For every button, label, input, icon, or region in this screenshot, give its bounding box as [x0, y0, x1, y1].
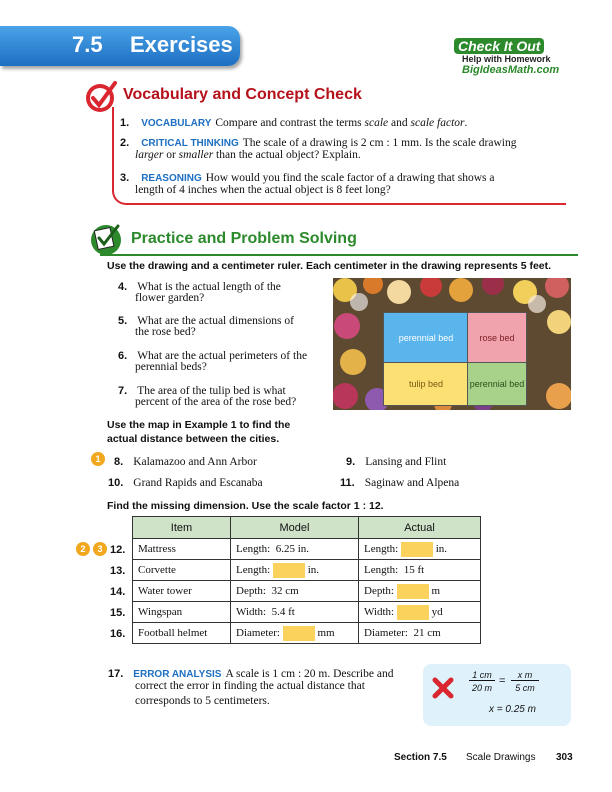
- footer-section: Section 7.5: [394, 752, 447, 763]
- cell-unit: in.: [435, 542, 448, 555]
- answer-blank[interactable]: [401, 542, 433, 557]
- model-cell: [231, 581, 359, 602]
- map-instruction-line-1: Use the map in Example 1 to find the: [107, 419, 291, 431]
- answer-blank[interactable]: [397, 605, 429, 620]
- actual-cell: [359, 602, 481, 623]
- exercise-7-line-2: percent of the area of the rose bed?: [135, 396, 297, 408]
- section-title: Exercises: [130, 32, 233, 57]
- error-result: x = 0.25 m: [489, 704, 536, 715]
- map-instruction-line-2: actual distance between the cities.: [107, 433, 280, 445]
- fraction-1-top: 1 cm: [469, 670, 495, 681]
- exercise-text: and: [388, 117, 411, 129]
- model-cell: [231, 560, 359, 581]
- exercise-6-line-2: perennial beds?: [135, 361, 207, 373]
- vocab-heading: Vocabulary and Concept Check: [123, 86, 362, 103]
- exercise-number: 16.: [110, 628, 126, 640]
- model-cell: [231, 602, 359, 623]
- actual-cell: [359, 560, 481, 581]
- table-header-row: [133, 517, 481, 539]
- cell-label: Diameter:: [364, 627, 408, 639]
- exercise-text: Lansing and Flint: [365, 456, 447, 468]
- footer-title: Scale Drawings: [466, 752, 536, 763]
- exercise-text: The scale of a drawing is 2 cm : 1 mm. Is the scale drawing: [242, 137, 517, 149]
- exercise-17-line-3: corresponds to 5 centimeters.: [135, 695, 270, 707]
- exercise-number: 7.: [118, 385, 128, 397]
- cell-label: Width:: [364, 605, 395, 618]
- exercise-number: 11.: [340, 477, 355, 489]
- fraction-1-bottom: 20 m: [471, 683, 492, 693]
- exercise-text: What are the actual dimensions of: [137, 315, 294, 327]
- check-it-out-logo[interactable]: [448, 36, 572, 84]
- exercise-keyword: ERROR ANALYSIS: [133, 669, 222, 680]
- exercise-number: 4.: [118, 281, 128, 293]
- exercise-number: 9.: [346, 456, 356, 468]
- exercise-number: 1.: [120, 117, 130, 129]
- answer-blank[interactable]: [273, 563, 305, 578]
- item-cell: Water tower: [133, 581, 231, 602]
- term: larger: [135, 149, 164, 161]
- cell-label: Depth:: [364, 584, 394, 597]
- missing-dimension-instruction: Find the missing dimension. Use the scale factor 1 : 12.: [107, 500, 384, 512]
- actual-cell: [359, 581, 481, 602]
- logo-line-1: Check It Out: [454, 38, 544, 54]
- perennial-bed-2: perennial bed: [467, 362, 527, 406]
- exercise-number: 2.: [120, 137, 130, 149]
- cell-label: Width:: [236, 606, 267, 618]
- cell-unit: m: [431, 584, 441, 597]
- table-row: [133, 623, 481, 644]
- exercise-5-line-2: the rose bed?: [135, 326, 196, 338]
- cell-value: 32 cm: [271, 585, 299, 597]
- exercise-number: 3.: [120, 172, 130, 184]
- answer-blank[interactable]: [283, 626, 315, 641]
- exercise-17-line-2: correct the error in finding the actual distance that: [135, 680, 365, 692]
- cell-value: 6.25 in.: [275, 543, 310, 555]
- practice-heading-rule: [100, 254, 578, 256]
- model-cell: [231, 539, 359, 560]
- page-number: 303: [556, 752, 573, 763]
- exercise-8: [114, 452, 257, 470]
- exercise-text: A scale is 1 cm : 20 m. Describe and: [225, 668, 394, 680]
- model-cell: [231, 623, 359, 644]
- exercise-number: 5.: [118, 315, 128, 327]
- cell-label: Diameter:: [236, 626, 280, 639]
- cell-unit: in.: [307, 563, 320, 576]
- table-row: [133, 581, 481, 602]
- exercise-number: 12.: [110, 544, 126, 556]
- table-row: [133, 602, 481, 623]
- cell-label: Length:: [364, 564, 399, 576]
- perennial-bed-1: perennial bed: [383, 312, 469, 364]
- rose-bed: rose bed: [467, 312, 527, 364]
- section-number: 7.5: [72, 32, 103, 57]
- actual-cell: [359, 623, 481, 644]
- exercise-number: 17.: [108, 668, 124, 680]
- flower-garden-photo: [333, 278, 571, 410]
- exercise-number: 10.: [108, 477, 124, 489]
- table-row: [133, 560, 481, 581]
- exercise-text: How would you find the scale factor of a drawing that shows a: [205, 172, 495, 184]
- column-header: Item: [133, 517, 231, 539]
- exercise-keyword: REASONING: [141, 173, 202, 184]
- exercise-text: Saginaw and Alpena: [364, 477, 460, 489]
- actual-cell: [359, 539, 481, 560]
- exercise-text: Compare and contrast the terms: [215, 117, 365, 129]
- cell-label: Length:: [364, 542, 399, 555]
- exercise-number: 13.: [110, 565, 126, 577]
- exercise-text: Kalamazoo and Ann Arbor: [133, 456, 257, 468]
- exercise-text: What are the actual perimeters of the: [137, 350, 308, 362]
- exercise-text: The area of the tulip bed is what: [137, 385, 286, 397]
- term: smaller: [178, 149, 214, 161]
- exercise-11: [340, 473, 459, 491]
- cell-label: Length:: [236, 563, 271, 576]
- practice-heading: Practice and Problem Solving: [131, 230, 357, 247]
- item-cell: Corvette: [133, 560, 231, 581]
- cell-value: 5.4 ft: [271, 606, 295, 618]
- equals-sign: =: [499, 675, 506, 687]
- exercise-2-line-2: [135, 148, 361, 162]
- item-cell: Wingspan: [133, 602, 231, 623]
- table-row: [133, 539, 481, 560]
- column-header: Model: [231, 517, 359, 539]
- term: scale factor: [410, 117, 465, 129]
- exercise-text: .: [464, 117, 468, 129]
- exercise-keyword: VOCABULARY: [141, 118, 212, 129]
- exercise-keyword: CRITICAL THINKING: [141, 138, 239, 149]
- column-header: Actual: [359, 517, 481, 539]
- cell-label: Length:: [236, 543, 271, 555]
- exercise-text: What is the actual length of the: [137, 281, 281, 293]
- exercise-number: 8.: [114, 456, 124, 468]
- exercise-number: 6.: [118, 350, 128, 362]
- exercise-10: [108, 473, 263, 491]
- logo-line-3: BigIdeasMath.com: [462, 64, 560, 76]
- item-cell: Mattress: [133, 539, 231, 560]
- notebook-check-icon: [88, 222, 124, 256]
- error-x-icon: [431, 676, 455, 700]
- cell-value: 21 cm: [413, 627, 441, 639]
- cell-unit: yd: [431, 605, 443, 618]
- item-cell: Football helmet: [133, 623, 231, 644]
- example-badge[interactable]: 1: [91, 452, 105, 466]
- fraction-2-bottom: 5 cm: [515, 683, 535, 693]
- logo-line-2: Help with Homework: [462, 54, 551, 64]
- cell-value: 15 ft: [403, 564, 425, 576]
- exercise-text: or: [163, 149, 179, 161]
- practice-instruction: Use the drawing and a centimeter ruler. Each centimeter in the drawing represents 5 feet.: [107, 260, 552, 272]
- fraction-2-top: x m: [511, 670, 539, 681]
- cell-unit: mm: [317, 626, 335, 639]
- example-badge-3[interactable]: 3: [93, 542, 107, 556]
- tulip-bed: tulip bed: [383, 362, 469, 406]
- exercise-4-line-2: flower garden?: [135, 292, 205, 304]
- exercise-1: [120, 113, 467, 131]
- answer-blank[interactable]: [397, 584, 429, 599]
- term: scale: [364, 117, 389, 129]
- exercise-number: 14.: [110, 586, 126, 598]
- exercise-text: Grand Rapids and Escanaba: [133, 477, 263, 489]
- error-analysis-box: [423, 664, 571, 726]
- exercise-text: than the actual object? Explain.: [213, 149, 361, 161]
- exercise-9: [346, 452, 446, 470]
- example-badge-2[interactable]: 2: [76, 542, 90, 556]
- cell-label: Depth:: [236, 585, 266, 597]
- exercise-number: 15.: [110, 607, 126, 619]
- exercise-3-line-2: length of 4 inches when the actual object is 8 feet long?: [135, 184, 391, 196]
- scale-table: [132, 516, 481, 644]
